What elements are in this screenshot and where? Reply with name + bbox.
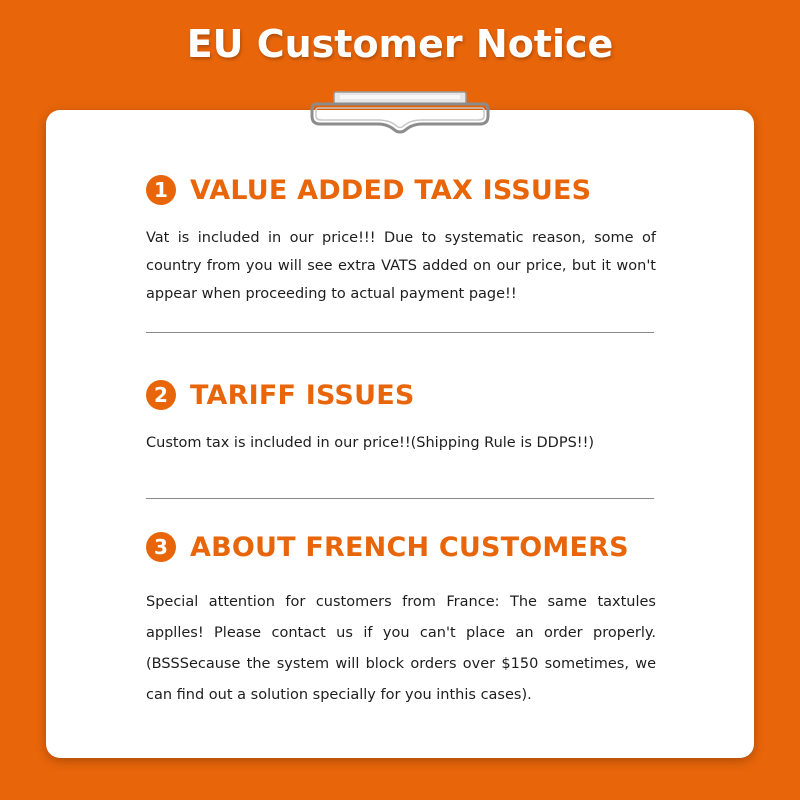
number-badge: 3 bbox=[146, 532, 176, 562]
section-body: Special attention for customers from France: The same taxtules applles! Please contact us if you can't place an order properly. (BSSSecause the system will block orders over $150 sometimes, we can find out a solution specially for you inthis cases). bbox=[146, 594, 656, 703]
section-heading bbox=[146, 170, 656, 210]
section-body: Vat is included in our price!!! Due to systematic reason, some of country from you will see extra VATS added on our price, but it won't appear when proceeding to actual payment page!! bbox=[146, 230, 656, 302]
number-badge: 1 bbox=[146, 175, 176, 205]
section-tariff bbox=[146, 375, 656, 457]
page-title: EU Customer Notice bbox=[186, 22, 614, 66]
section-french-customers bbox=[146, 527, 656, 711]
divider bbox=[146, 332, 654, 333]
section-title: VALUE ADDED TAX ISSUES bbox=[190, 174, 592, 206]
section-vat bbox=[146, 170, 656, 308]
number-badge: 2 bbox=[146, 380, 176, 410]
section-title: TARIFF ISSUES bbox=[190, 379, 415, 411]
section-title: ABOUT FRENCH CUSTOMERS bbox=[190, 531, 629, 563]
section-body: Custom tax is included in our price!!(Shipping Rule is DDPS!!) bbox=[146, 435, 595, 451]
section-heading bbox=[146, 375, 656, 415]
section-heading bbox=[146, 527, 656, 567]
clipboard-clip-icon bbox=[310, 90, 490, 134]
divider bbox=[146, 498, 654, 499]
